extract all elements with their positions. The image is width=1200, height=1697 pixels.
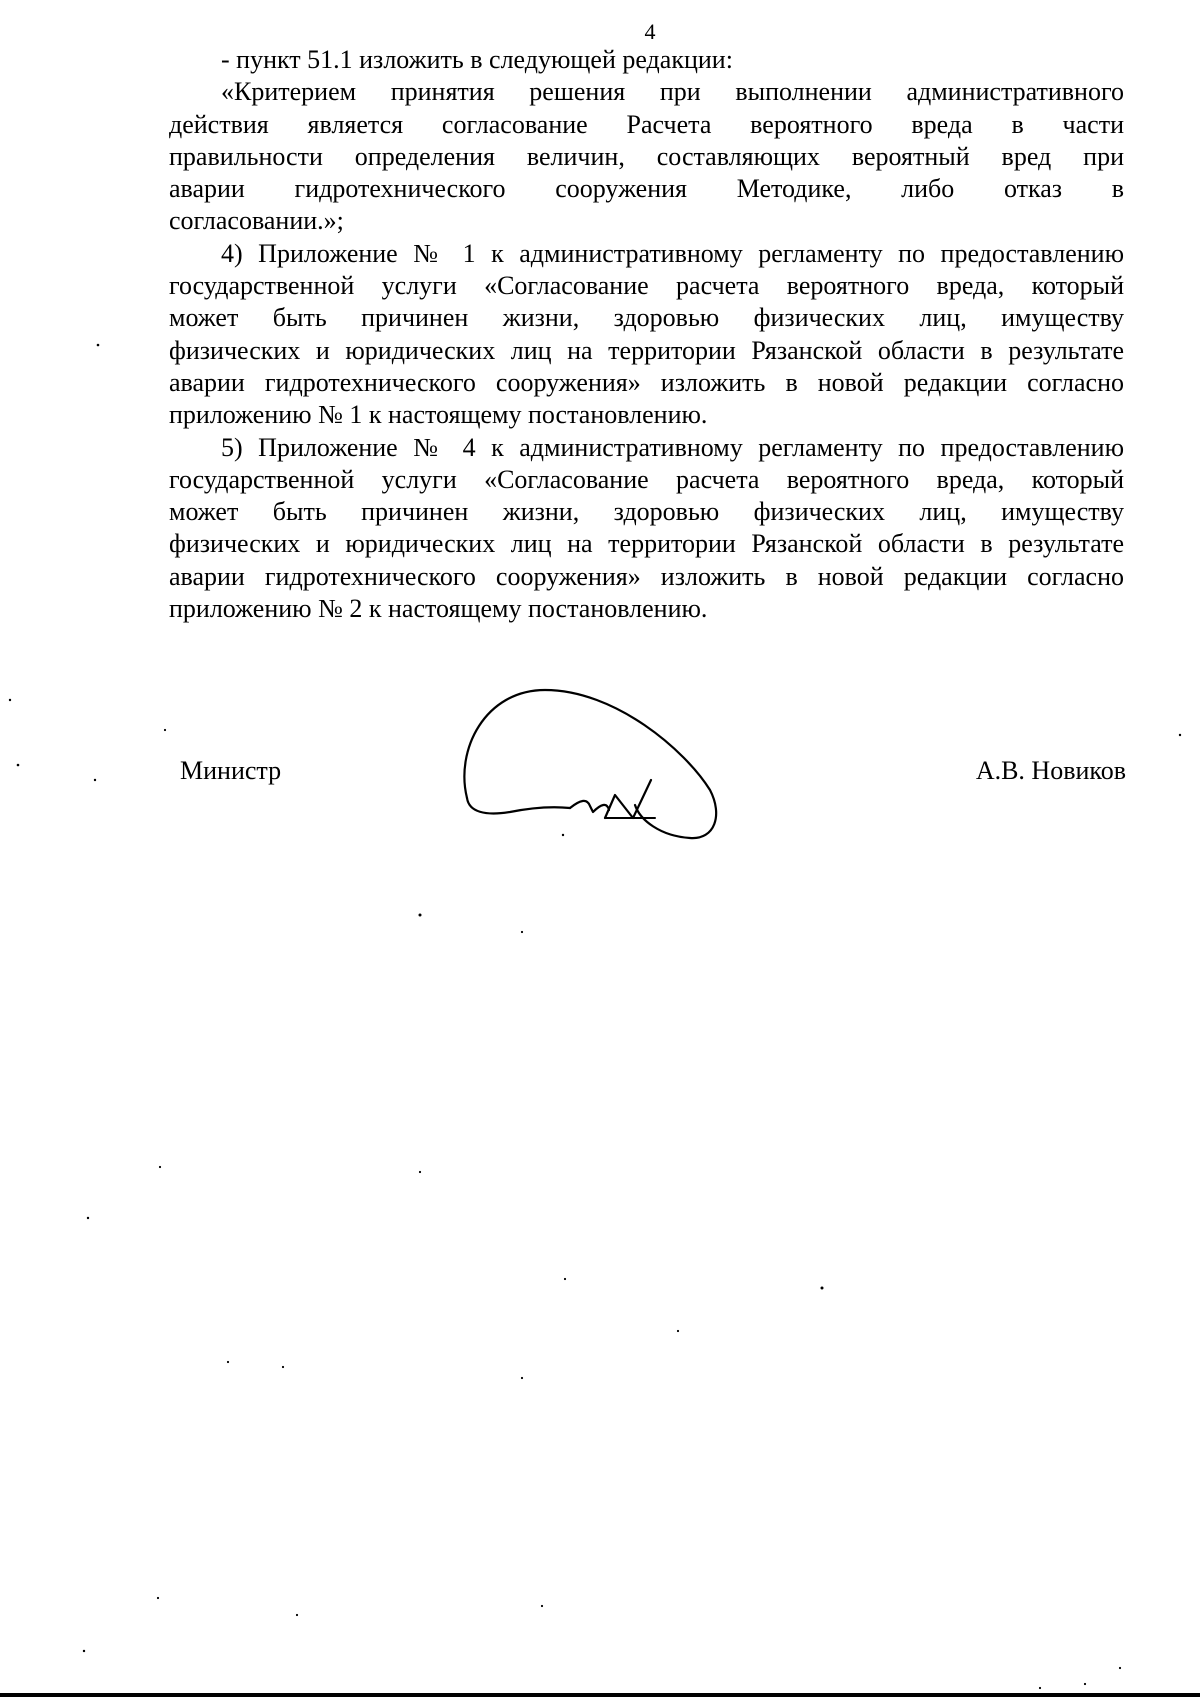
body-line: согласовании.»; [169, 206, 344, 236]
scan-bottom-edge [0, 1693, 1200, 1697]
handwritten-signature [455, 680, 735, 850]
body-line: аварии гидротехнического сооружения» изложить в новой редакции согласно [169, 367, 1124, 397]
body-line: действия является согласование Расчета вероятного вреда в части [169, 109, 1124, 139]
body-line: приложению № 2 к настоящему постановлению. [169, 594, 708, 624]
body-line: приложению № 1 к настоящему постановлению. [169, 400, 708, 430]
page-number: 4 [644, 19, 656, 44]
body-line: может быть причинен жизни, здоровью физических лиц, имуществу [169, 497, 1124, 527]
body-line: 5) Приложение № 4 к административному регламенту по предоставлению [221, 432, 1124, 462]
body-line: правильности определения величин, составляющих вероятный вред при [169, 141, 1124, 171]
body-line: физических и юридических лиц на территории Рязанской области в результате [169, 335, 1124, 365]
body-line: аварии гидротехнического сооружения» изложить в новой редакции согласно [169, 561, 1124, 591]
body-line: может быть причинен жизни, здоровью физических лиц, имуществу [169, 303, 1124, 333]
document-body [169, 44, 1124, 625]
body-line: государственной услуги «Согласование расчета вероятного вреда, который [169, 271, 1124, 301]
body-line: «Критерием принятия решения при выполнении административного [221, 77, 1124, 107]
body-line: 4) Приложение № 1 к административному регламенту по предоставлению [221, 238, 1124, 268]
body-line: физических и юридических лиц на территории Рязанской области в результате [169, 529, 1124, 559]
signatory-title: Министр [180, 756, 282, 785]
signatory-name: А.В. Новиков [975, 756, 1126, 785]
body-line: - пункт 51.1 изложить в следующей редакции: [221, 45, 733, 74]
body-line: аварии гидротехнического сооружения Методике, либо отказ в [169, 174, 1124, 204]
body-line: государственной услуги «Согласование расчета вероятного вреда, который [169, 464, 1124, 494]
